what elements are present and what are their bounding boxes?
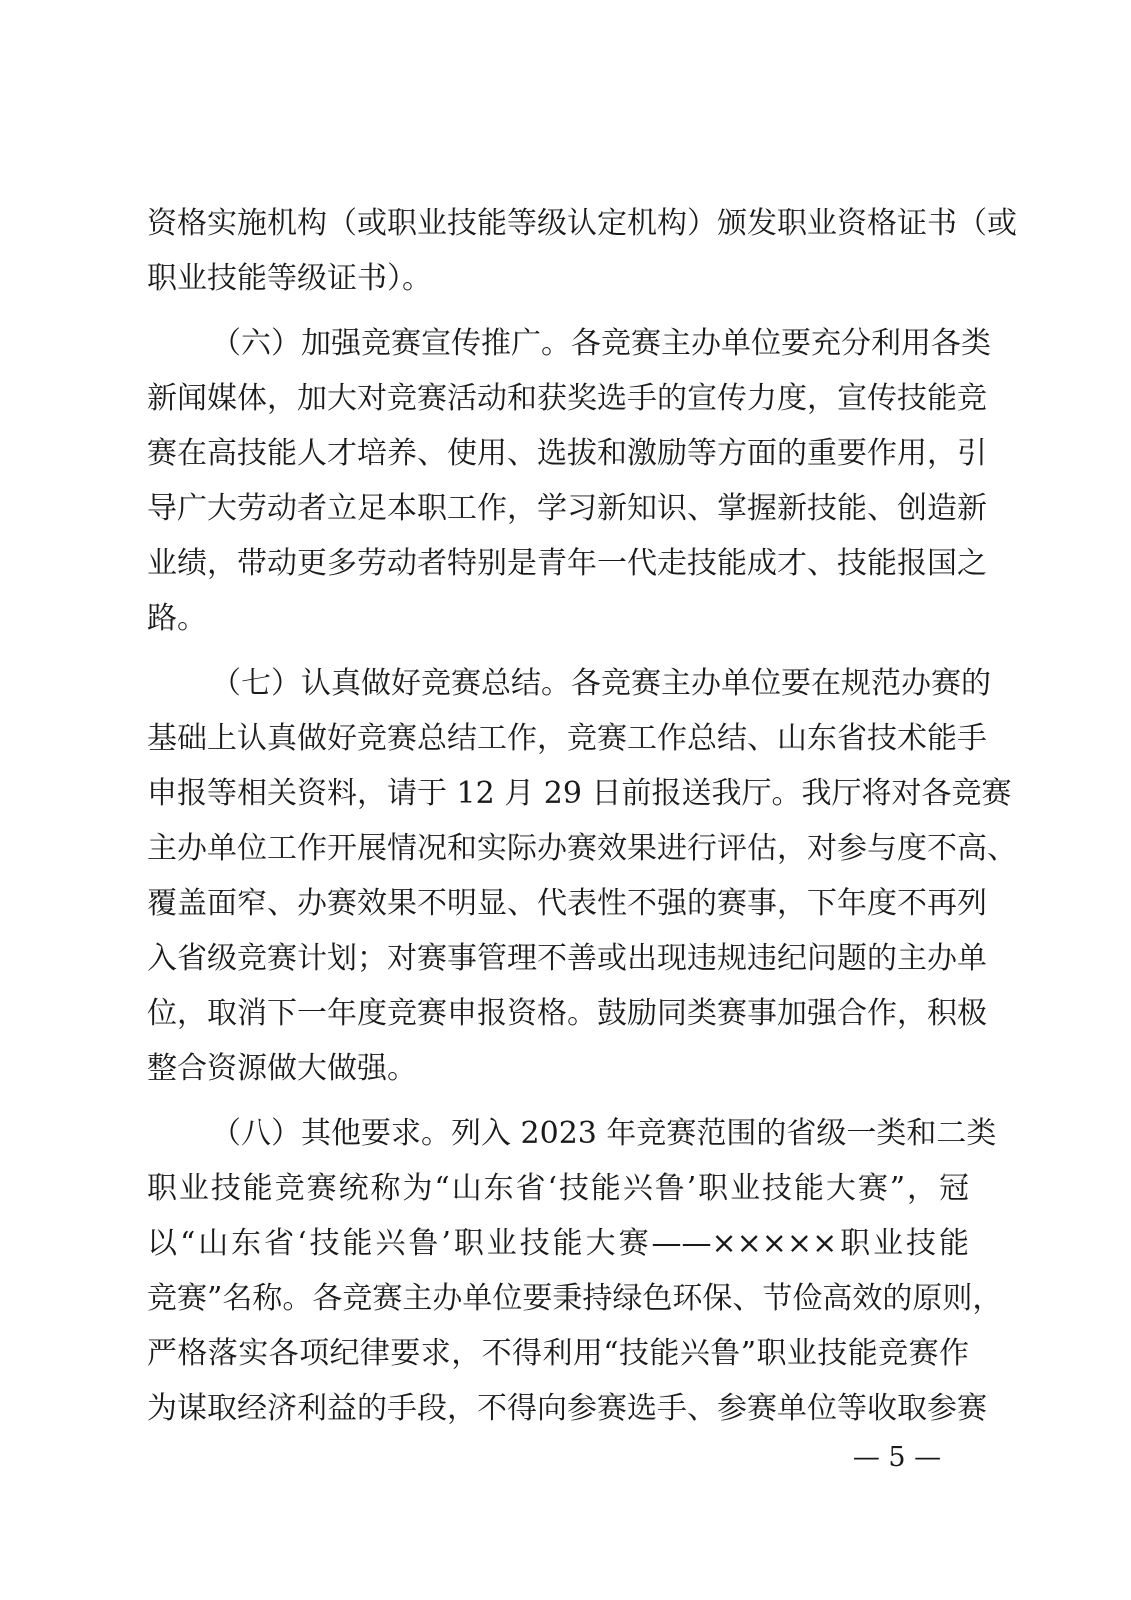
- text-line: 申报等相关资料，请于 12 月 29 日前报送我厅。我厅将对各竞赛: [147, 776, 1012, 811]
- text-line: 导广大劳动者立足本职工作，学习新知识、掌握新技能、创造新: [147, 491, 987, 526]
- text-line: 覆盖面窄、办赛效果不明显、代表性不强的赛事，下年度不再列: [147, 886, 987, 921]
- text-line: 基础上认真做好竞赛总结工作，竞赛工作总结、山东省技术能手: [147, 721, 987, 756]
- page-number: — 5 —: [852, 1442, 942, 1473]
- text-line: 新闻媒体，加大对竞赛活动和获奖选手的宣传力度，宣传技能竞: [147, 381, 987, 416]
- text-line: 为谋取经济利益的手段，不得向参赛选手、参赛单位等收取参赛: [147, 1391, 987, 1426]
- text-line: 职业技能竞赛统称为“山东省‘技能兴鲁’职业技能大赛”，冠: [147, 1171, 969, 1206]
- text-line: 业绩，带动更多劳动者特别是青年一代走技能成才、技能报国之: [147, 546, 987, 581]
- text-line: 严格落实各项纪律要求，不得利用“技能兴鲁”职业技能竞赛作: [147, 1336, 969, 1371]
- text-line: 以“山东省‘技能兴鲁’职业技能大赛——×××××职业技能: [147, 1226, 969, 1261]
- text-line: 路。: [147, 601, 207, 636]
- paragraph-other-requirements: [147, 1106, 1003, 1436]
- body-text: [147, 196, 1017, 1436]
- text-line: （八）其他要求。列入 2023 年竞赛范围的省级一类和二类: [211, 1116, 997, 1151]
- paragraph-publicity: [147, 316, 991, 646]
- text-line: 资格实施机构（或职业技能等级认定机构）颁发职业资格证书（或: [147, 206, 1017, 241]
- text-line: 主办单位工作开展情况和实际办赛效果进行评估，对参与度不高、: [147, 831, 1017, 866]
- text-line: 整合资源做大做强。: [147, 1051, 417, 1086]
- text-line: 竞赛”名称。各竞赛主办单位要秉持绿色环保、节俭高效的原则，: [147, 1281, 1003, 1316]
- text-line: 位，取消下一年度竞赛申报资格。鼓励同类赛事加强合作，积极: [147, 996, 987, 1031]
- text-line: （七）认真做好竞赛总结。各竞赛主办单位要在规范办赛的: [211, 666, 991, 701]
- paragraph-summary: [147, 656, 1017, 1096]
- paragraph-continuation: [147, 196, 1017, 306]
- text-line: 赛在高技能人才培养、使用、选拔和激励等方面的重要作用，引: [147, 436, 987, 471]
- text-line: 职业技能等级证书）。: [147, 261, 432, 296]
- text-line: （六）加强竞赛宣传推广。各竞赛主办单位要充分利用各类: [211, 326, 991, 361]
- text-line: 入省级竞赛计划；对赛事管理不善或出现违规违纪问题的主办单: [147, 941, 987, 976]
